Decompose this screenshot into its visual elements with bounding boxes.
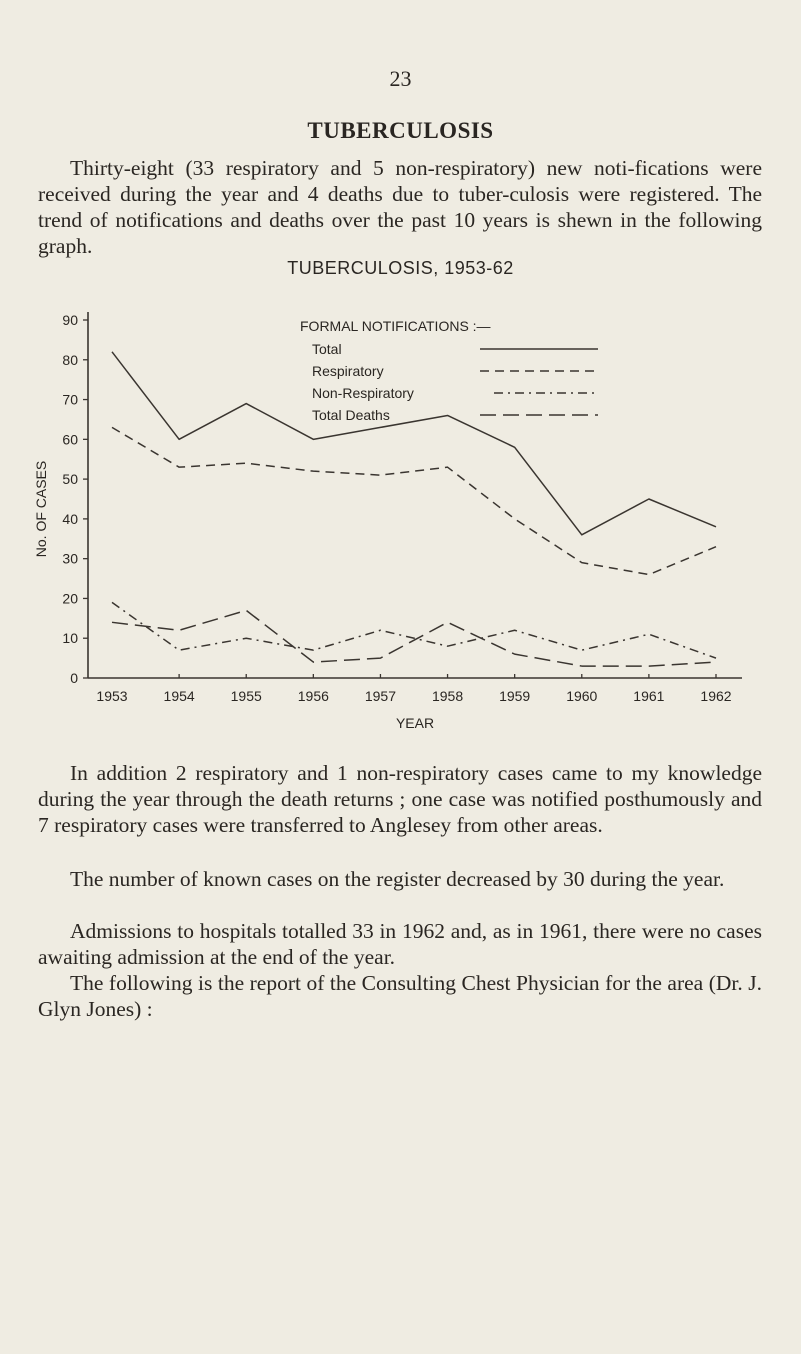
y-tick-label: 0	[70, 670, 78, 686]
x-axis-label: YEAR	[395, 715, 435, 731]
section-title: TUBERCULOSIS	[307, 118, 494, 143]
y-tick-label: 50	[62, 471, 78, 488]
series-line-respiratory	[112, 427, 716, 574]
chart-title: TUBERCULOSIS, 1953-62	[287, 258, 514, 278]
admissions-paragraph: Admissions to hospitals totalled 33 in 1962 and, as in 1961, there were no cases awaiting admission at the end of the year.	[38, 919, 762, 969]
x-tick-label: 1958	[431, 688, 464, 704]
x-tick-label: 1956	[297, 688, 329, 704]
y-tick-label: 90	[62, 312, 78, 328]
y-tick-label: 30	[62, 550, 78, 567]
register-paragraph: The number of known cases on the register decreased by 30 during the year.	[70, 867, 725, 891]
legend-label: Respiratory	[312, 363, 384, 379]
y-tick-label: 20	[62, 590, 78, 607]
y-axis-label: No. OF CASES	[33, 460, 49, 558]
y-tick-label: 40	[62, 510, 78, 527]
x-tick-label: 1953	[96, 688, 128, 704]
series-line-non-respiratory	[112, 602, 716, 658]
x-tick-label: 1961	[633, 688, 665, 704]
legend-label: Total Deaths	[312, 407, 390, 423]
legend-label: Non-Respiratory	[312, 385, 414, 401]
report-intro-paragraph: The following is the report of the Consulting Chest Physician for the area (Dr. J. Glyn Jones) :	[38, 971, 762, 1021]
y-tick-label: 70	[62, 391, 78, 408]
x-tick-label: 1955	[230, 688, 262, 704]
x-tick-label: 1962	[700, 688, 732, 704]
intro-paragraph: Thirty-eight (33 respiratory and 5 non-respiratory) new noti-fications were received during the year and 4 deaths due to tuber-culosis were registered. The trend of notifications and deaths over the past 10 years is shewn in the following graph.	[38, 156, 762, 258]
y-tick-label: 10	[62, 630, 78, 647]
page-number: 23	[389, 66, 412, 91]
legend-label: Total	[312, 341, 342, 357]
additional-cases-paragraph: In addition 2 respiratory and 1 non-respiratory cases came to my knowledge during the year through the death returns ; one case was notified posthumously and 7 respiratory cases were transferred to Anglesey from other areas.	[38, 761, 762, 837]
series-line-total	[112, 352, 716, 535]
y-tick-label: 60	[62, 431, 78, 448]
legend-heading: FORMAL NOTIFICATIONS :—	[300, 318, 491, 334]
x-tick-label: 1954	[163, 688, 195, 704]
x-tick-label: 1960	[566, 688, 598, 704]
x-tick-label: 1957	[364, 688, 397, 704]
y-tick-label: 80	[62, 351, 78, 368]
x-tick-label: 1959	[499, 688, 531, 704]
